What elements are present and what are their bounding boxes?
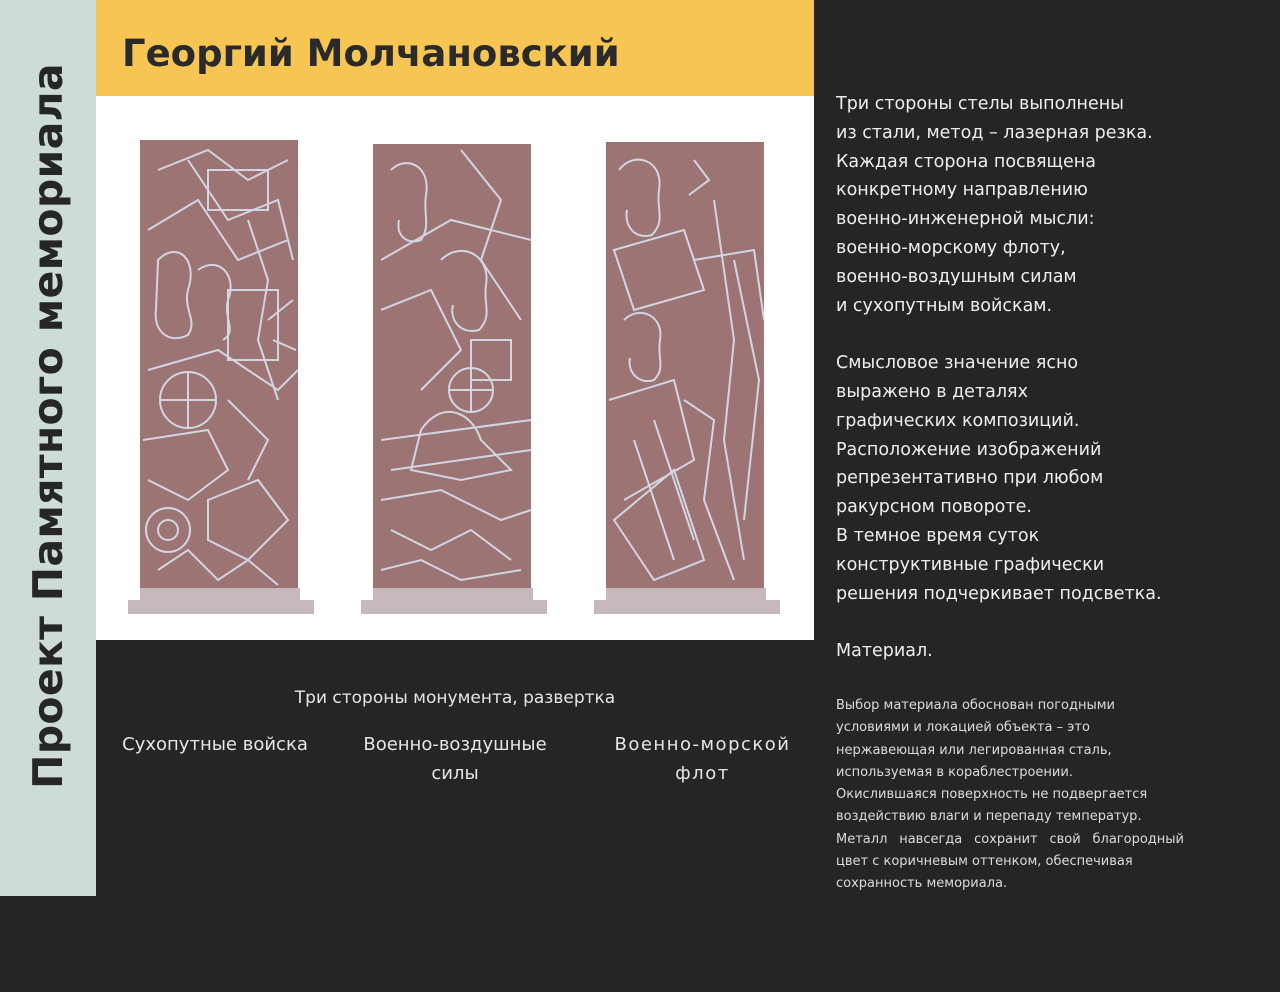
side-label-airforce <box>345 730 565 788</box>
material-text <box>836 695 1196 896</box>
material-line: воздействию влаги и перепаду температур. <box>836 809 1142 825</box>
author-title: Георгий Молчановский <box>122 32 620 75</box>
side-band <box>0 0 96 896</box>
desc-line: из стали, метод – лазерная резка. <box>836 122 1153 143</box>
material-line: сохранность мемориала. <box>836 876 1008 892</box>
desc-line: Расположение изображений <box>836 439 1102 460</box>
desc-line: военно-морскому флоту, <box>836 237 1066 258</box>
desc-line: Каждая сторона посвящена <box>836 151 1096 172</box>
desc-line: решения подчеркивает подсветка. <box>836 583 1162 604</box>
image-caption: Три стороны монумента, развертка <box>294 688 616 708</box>
desc-line: репрезентативно при любом <box>836 468 1104 489</box>
description-text <box>836 90 1256 666</box>
material-line: Металл навсегда сохранит свой благородный <box>836 831 1184 847</box>
stele-image-panel <box>96 96 814 640</box>
side-label-line: силы <box>431 763 479 784</box>
side-label-line: Военно-морской <box>614 734 791 755</box>
stele-image-navy <box>594 140 784 620</box>
desc-line: военно-воздушным силам <box>836 266 1077 287</box>
material-line: цвет с коричневым оттенком, обеспечивая <box>836 854 1133 870</box>
title-band <box>96 0 814 96</box>
desc-line: и сухопутным войскам. <box>836 295 1053 316</box>
material-line: условиями и локацией объекта – это <box>836 720 1090 736</box>
stele-image-army <box>128 140 318 620</box>
material-line: используемая в кораблестроении. <box>836 764 1073 780</box>
desc-line: ракурсном повороте. <box>836 497 1032 518</box>
side-label-line: флот <box>675 763 730 784</box>
material-line: Окислившаяся поверхность не подвергается <box>836 787 1148 803</box>
side-label-line: Военно-воздушные <box>363 734 547 755</box>
material-heading: Материал. <box>836 641 933 662</box>
desc-line: графических композиций. <box>836 410 1080 431</box>
desc-line: выражено в деталях <box>836 381 1028 402</box>
side-title: Проект Памятного мемориала <box>24 63 72 789</box>
material-line: Выбор материала обоснован погодными <box>836 698 1115 713</box>
side-label-navy <box>590 730 815 788</box>
side-label-line: Сухопутные войска <box>122 734 308 755</box>
stele-image-airforce <box>361 140 551 620</box>
side-label-army <box>110 730 320 759</box>
desc-line: военно-инженерной мысли: <box>836 209 1095 230</box>
desc-line: В темное время суток <box>836 525 1040 546</box>
desc-line: Три стороны стелы выполнены <box>836 94 1124 114</box>
material-line: нержавеющая или легированная сталь, <box>836 742 1112 758</box>
desc-line: Смысловое значение ясно <box>836 353 1079 374</box>
desc-line: конкретному направлению <box>836 180 1088 201</box>
desc-line: конструктивные графически <box>836 554 1105 575</box>
